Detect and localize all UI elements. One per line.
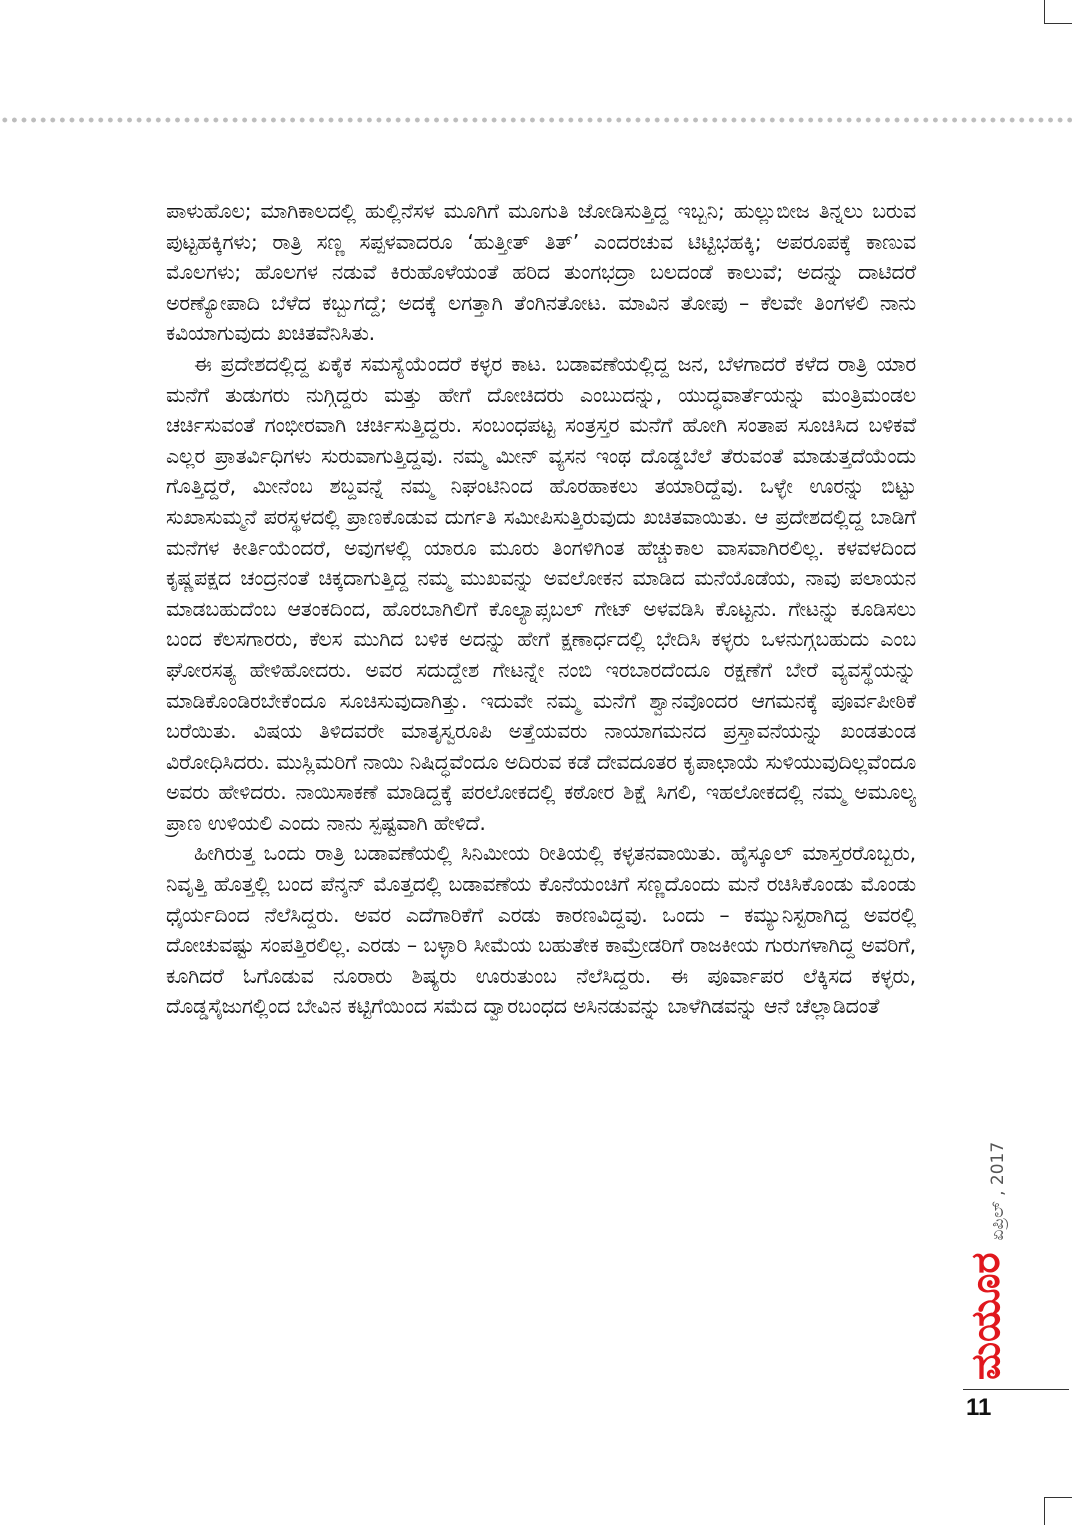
crop-mark-bottom bbox=[1044, 1497, 1072, 1525]
masthead-rotated bbox=[963, 1141, 1010, 1380]
paragraph-1: ಪಾಳುಹೊಲ; ಮಾಗಿಕಾಲದಲ್ಲಿ ಹುಲ್ಲಿನೆಸಳ ಮೂಗಿಗೆ ಮೂಗುತಿ ಜೋಡಿಸುತ್ತಿದ್ದ ಇಬ್ಬನಿ; ಹುಲ್ಲುಬೀಜ ತಿನ್ನಲು ಬರುವ ಪುಟ್ಟಹಕ್ಕಿಗಳು; ರಾತ್ರಿ ಸಣ್ಣ ಸಪ್ಪಳವಾದರೂ ‘ಹುತ್ತೀತ್ ತಿತ್’ ಎಂದರಚುವ ಟಿಟ್ಟಿಭಹಕ್ಕಿ; ಅಪರೂಪಕ್ಕೆ ಕಾಣುವ ಮೊಲಗಳು; ಹೊಲಗಳ ನಡುವೆ ಕಿರುಹೊಳೆಯಂತೆ ಹರಿದ ತುಂಗಭದ್ರಾ ಬಲದಂಡೆ ಕಾಲುವೆ; ಅದನ್ನು ದಾಟಿದರೆ ಅರಣ್ಯೋಪಾದಿ ಬೆಳೆದ ಕಬ್ಬುಗದ್ದೆ; ಅದಕ್ಕೆ ಲಗತ್ತಾಗಿ ತೆಂಗಿನತೋಟ. ಮಾವಿನ ತೋಪು – ಕೆಲವೇ ತಿಂಗಳಲಿ ನಾನು ಕವಿಯಾಗುವುದು ಖಚಿತವೆನಿಸಿತು. bbox=[166, 199, 916, 346]
masthead bbox=[940, 1090, 1009, 1380]
footer-rule bbox=[963, 1389, 1069, 1390]
page-number: 11 bbox=[966, 1394, 992, 1421]
dotted-header-rule bbox=[0, 117, 1072, 123]
crop-mark-top bbox=[1044, 0, 1072, 24]
paragraph-3: ಹೀಗಿರುತ್ತ ಒಂದು ರಾತ್ರಿ ಬಡಾವಣೆಯಲ್ಲಿ ಸಿನಿಮೀಯ ರೀತಿಯಲ್ಲಿ ಕಳ್ಳತನವಾಯಿತು. ಹೈಸ್ಕೂಲ್ ಮಾಸ್ತರರೊಬ್ಬರು, ನಿವೃತ್ತಿ ಹೊತ್ತಲ್ಲಿ ಬಂದ ಪೆನ್ಶನ್ ಮೊತ್ತದಲ್ಲಿ ಬಡಾವಣೆಯ ಕೊನೆಯಂಚಿಗೆ ಸಣ್ಣದೊಂದು ಮನೆ ರಚಿಸಿಕೊಂಡು ಮೊಂಡು ಧೈರ್ಯದಿಂದ ನೆಲೆಸಿದ್ದರು. ಅವರ ಎದೆಗಾರಿಕೆಗೆ ಎರಡು ಕಾರಣವಿದ್ದವು. ಒಂದು – ಕಮ್ಯುನಿಸ್ಟರಾಗಿದ್ದ ಅವರಲ್ಲಿ ದೋಚುವಷ್ಟು ಸಂಪತ್ತಿರಲಿಲ್ಲ. ಎರಡು – ಬಳ್ಳಾರಿ ಸೀಮೆಯ ಬಹುತೇಕ ಕಾಮ್ರೇಡರಿಗೆ ರಾಜಕೀಯ ಗುರುಗಳಾಗಿದ್ದ ಅವರಿಗೆ, ಕೂಗಿದರೆ ಓಗೊಡುವ ನೂರಾರು ಶಿಷ್ಯರು ಊರುತುಂಬ ನೆಲೆಸಿದ್ದರು. ಈ ಪೂರ್ವಾಪರ ಲೆಕ್ಕಿಸದ ಕಳ್ಳರು, ದೊಡ್ಡಸೈಜುಗಲ್ಲಿಂದ ಬೇವಿನ ಕಟ್ಟಿಗೆಯಿಂದ ಸಮೆದ ದ್ವಾರಬಂಧದ ಅಸಿನಡುವನ್ನು ಬಾಳೆಗಿಡವನ್ನು ಆನೆ ಚೆಲ್ಲಾಡಿದಂತೆ bbox=[166, 841, 916, 1019]
article-body bbox=[166, 196, 916, 1022]
issue-date: ಏಪ್ರಿಲ್ , 2017 bbox=[988, 1141, 1008, 1241]
paragraph-2: ಈ ಪ್ರದೇಶದಲ್ಲಿದ್ದ ಏಕೈಕ ಸಮಸ್ಯೆಯೆಂದರೆ ಕಳ್ಳರ ಕಾಟ. ಬಡಾವಣೆಯಲ್ಲಿದ್ದ ಜನ, ಬೆಳಗಾದರೆ ಕಳೆದ ರಾತ್ರಿ ಯಾರ ಮನೆಗೆ ತುಡುಗರು ನುಗ್ಗಿದ್ದರು ಮತ್ತು ಹೇಗೆ ದೋಚಿದರು ಎಂಬುದನ್ನು, ಯುದ್ಧವಾರ್ತೆಯನ್ನು ಮಂತ್ರಿಮಂಡಲ ಚರ್ಚಿಸುವಂತೆ ಗಂಭೀರವಾಗಿ ಚರ್ಚಿಸುತ್ತಿದ್ದರು. ಸಂಬಂಧಪಟ್ಟ ಸಂತ್ರಸ್ತರ ಮನೆಗೆ ಹೋಗಿ ಸಂತಾಪ ಸೂಚಿಸಿದ ಬಳಿಕವೆ ಎಲ್ಲರ ಪ್ರಾತರ್ವಿಧಿಗಳು ಸುರುವಾಗುತ್ತಿದ್ದವು. ನಮ್ಮ ಮೀನ್ ವ್ಯಸನ ಇಂಥ ದೊಡ್ಡಬೆಲೆ ತೆರುವಂತೆ ಮಾಡುತ್ತದೆಯೆಂದು ಗೊತ್ತಿದ್ದರೆ, ಮೀನೆಂಬ ಶಬ್ದವನ್ನೆ ನಮ್ಮ ನಿಘಂಟಿನಿಂದ ಹೊರಹಾಕಲು ತಯಾರಿದ್ದೆವು. ಒಳ್ಳೇ ಊರನ್ನು ಬಿಟ್ಟು ಸುಖಾಸುಮ್ಮನೆ ಪರಸ್ಥಳದಲ್ಲಿ ಪ್ರಾಣಕೊಡುವ ದುರ್ಗತಿ ಸಮೀಪಿಸುತ್ತಿರುವುದು ಖಚಿತವಾಯಿತು. ಆ ಪ್ರದೇಶದಲ್ಲಿದ್ದ ಬಾಡಿಗೆ ಮನೆಗಳ ಕೀರ್ತಿಯೆಂದರೆ, ಅವುಗಳಲ್ಲಿ ಯಾರೂ ಮೂರು ತಿಂಗಳಿಗಿಂತ ಹೆಚ್ಚುಕಾಲ ವಾಸವಾಗಿರಲಿಲ್ಲ. ಕಳವಳದಿಂದ ಕೃಷ್ಣಪಕ್ಷದ ಚಂದ್ರನಂತೆ ಚಿಕ್ಕದಾಗುತ್ತಿದ್ದ ನಮ್ಮ ಮುಖವನ್ನು ಅವಲೋಕನ ಮಾಡಿದ ಮನೆಯೊಡೆಯ, ನಾವು ಪಲಾಯನ ಮಾಡಬಹುದೆಂಬ ಆತಂಕದಿಂದ, ಹೊರಬಾಗಿಲಿಗೆ ಕೊಲ್ಯಾಪ್ಸಬಲ್ ಗೇಟ್ ಅಳವಡಿಸಿ ಕೊಟ್ಟನು. ಗೇಟನ್ನು ಕೂಡಿಸಲು ಬಂದ ಕೆಲಸಗಾರರು, ಕೆಲಸ ಮುಗಿದ ಬಳಿಕ ಅದನ್ನು ಹೇಗೆ ಕ್ಷಣಾರ್ಧದಲ್ಲಿ ಭೇದಿಸಿ ಕಳ್ಳರು ಒಳನುಗ್ಗಬಹುದು ಎಂಬ ಘೋರಸತ್ಯ ಹೇಳಿಹೋದರು. ಅವರ ಸದುದ್ದೇಶ ಗೇಟನ್ನೇ ನಂಬಿ ಇರಬಾರದೆಂದೂ ರಕ್ಷಣೆಗೆ ಬೇರೆ ವ್ಯವಸ್ಥೆಯನ್ನು ಮಾಡಿಕೊಂಡಿರಬೇಕೆಂದೂ ಸೂಚಿಸುವುದಾಗಿತ್ತು. ಇದುವೇ ನಮ್ಮ ಮನೆಗೆ ಶ್ವಾನವೊಂದರ ಆಗಮನಕ್ಕೆ ಪೂರ್ವಪೀಠಿಕೆ ಬರೆಯಿತು. ವಿಷಯ ತಿಳಿದವರೇ ಮಾತೃಸ್ವರೂಪಿ ಅತ್ತೆಯವರು ನಾಯಾಗಮನದ ಪ್ರಸ್ತಾವನೆಯನ್ನು ಖಂಡತುಂಡ ವಿರೋಧಿಸಿದರು. ಮುಸ್ಲಿಮರಿಗೆ ನಾಯಿ ನಿಷಿದ್ಧವೆಂದೂ ಅದಿರುವ ಕಡೆ ದೇವದೂತರ ಕೃಪಾಛಾಯೆ ಸುಳಿಯುವುದಿಲ್ಲವೆಂದೂ ಅವರು ಹೇಳಿದರು. ನಾಯಿಸಾಕಣೆ ಮಾಡಿದ್ದಕ್ಕೆ ಪರಲೋಕದಲ್ಲಿ ಕಠೋರ ಶಿಕ್ಷೆ ಸಿಗಲಿ, ಇಹಲೋಕದಲ್ಲಿ ನಮ್ಮ ಅಮೂಲ್ಯ ಪ್ರಾಣ ಉಳಿಯಲಿ ಎಂದು ನಾನು ಸ್ಪಷ್ಟವಾಗಿ ಹೇಳಿದೆ. bbox=[166, 351, 916, 835]
magazine-name: ಮಯೂರ bbox=[963, 1252, 1009, 1380]
